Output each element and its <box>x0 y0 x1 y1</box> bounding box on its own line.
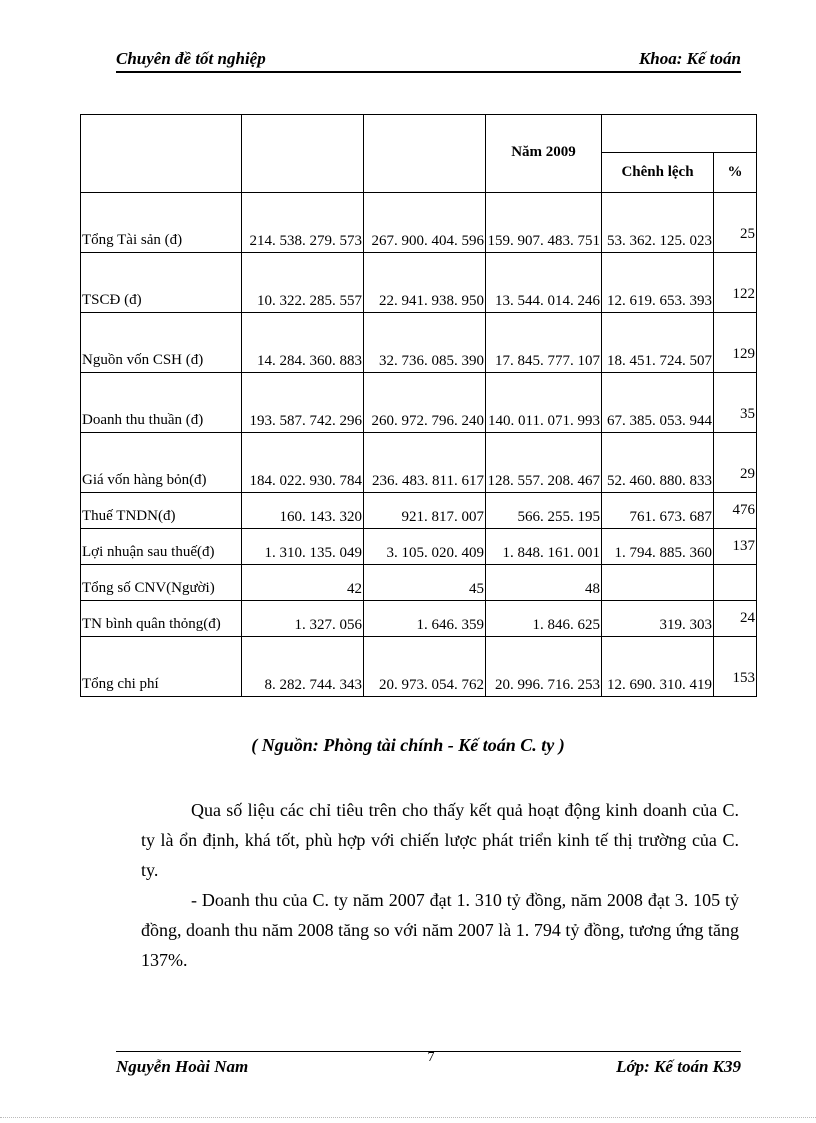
cell-c5: 25 <box>714 193 757 253</box>
cell-c3: 17. 845. 777. 107 <box>486 313 602 373</box>
paragraph: - Doanh thu của C. ty năm 2007 đạt 1. 310 tỷ đồng, năm 2008 đạt 3. 105 tỷ đồng, doanh thu năm 2008 tăng so với năm 2007 là 1. 794 tỷ đồng, tương ứng tăng 137%. <box>141 890 739 970</box>
cell-c5: 24 <box>714 601 757 637</box>
table-row <box>81 637 757 697</box>
cell-c1: 8. 282. 744. 343 <box>242 637 364 697</box>
cell-c4: 53. 362. 125. 023 <box>602 193 714 253</box>
cell-c2: 22. 941. 938. 950 <box>364 253 486 313</box>
cell-c3: 128. 557. 208. 467 <box>486 433 602 493</box>
cell-c2: 267. 900. 404. 596 <box>364 193 486 253</box>
row-label: Thuế TNDN(đ) <box>81 493 242 529</box>
row-label: Doanh thu thuần (đ) <box>81 373 242 433</box>
table-header-row <box>81 115 757 153</box>
table-row <box>81 565 757 601</box>
cell-c4 <box>602 565 714 601</box>
footer-author: Nguyễn Hoài Nam <box>116 1057 249 1076</box>
cell-c2: 3. 105. 020. 409 <box>364 529 486 565</box>
footer-class: Lớp: Kế toán K39 <box>616 1057 741 1076</box>
cell-c3: 13. 544. 014. 246 <box>486 253 602 313</box>
row-label: Tổng chi phí <box>81 637 242 697</box>
cell-c3: 48 <box>486 565 602 601</box>
cell-c3: 1. 846. 625 <box>486 601 602 637</box>
table-row <box>81 529 757 565</box>
cell-c2: 45 <box>364 565 486 601</box>
cell-c1: 193. 587. 742. 296 <box>242 373 364 433</box>
cell-c1: 184. 022. 930. 784 <box>242 433 364 493</box>
table-row <box>81 373 757 433</box>
cell-c1: 1. 327. 056 <box>242 601 364 637</box>
cell-c5: 129 <box>714 313 757 373</box>
row-label: Tổng số CNV(Người) <box>81 565 242 601</box>
cell-c3: 20. 996. 716. 253 <box>486 637 602 697</box>
cell-c2: 1. 646. 359 <box>364 601 486 637</box>
cell-c4: 319. 303 <box>602 601 714 637</box>
cell-c1: 14. 284. 360. 883 <box>242 313 364 373</box>
cell-c5: 476 <box>714 493 757 529</box>
cell-c1: 160. 143. 320 <box>242 493 364 529</box>
cell-c3: 140. 011. 071. 993 <box>486 373 602 433</box>
table-row <box>81 493 757 529</box>
cell-c1: 214. 538. 279. 573 <box>242 193 364 253</box>
table-row <box>81 601 757 637</box>
cell-c5: 137 <box>714 529 757 565</box>
table-row <box>81 193 757 253</box>
cell-c3: 566. 255. 195 <box>486 493 602 529</box>
cell-c2: 260. 972. 796. 240 <box>364 373 486 433</box>
cell-c4: 12. 619. 653. 393 <box>602 253 714 313</box>
financial-table <box>80 114 757 697</box>
header-cell-blank <box>364 115 486 193</box>
header-department: Khoa: Kế toán <box>638 49 741 68</box>
header-cell-blank <box>81 115 242 193</box>
header-cell-blank <box>242 115 364 193</box>
cell-c2: 921. 817. 007 <box>364 493 486 529</box>
row-label: Tổng Tài sản (đ) <box>81 193 242 253</box>
row-label: TN bình quân thỏng(đ) <box>81 601 242 637</box>
page-number: 7 <box>427 1050 435 1065</box>
row-label: Lợi nhuận sau thuế(đ) <box>81 529 242 565</box>
cell-c5: 35 <box>714 373 757 433</box>
table-row <box>81 433 757 493</box>
row-label: TSCĐ (đ) <box>81 253 242 313</box>
paragraph: Qua số liệu các chỉ tiêu trên cho thấy kết quả hoạt động kinh doanh của C. ty là ổn định, khá tốt, phù hợp với chiến lược phát triển kinh tế thị trường của C. ty. <box>141 800 739 880</box>
cell-c4: 12. 690. 310. 419 <box>602 637 714 697</box>
table-row <box>81 253 757 313</box>
cell-c5: 153 <box>714 637 757 697</box>
cell-c1: 42 <box>242 565 364 601</box>
header-cell-blank <box>602 115 757 153</box>
row-label: Giá vốn hàng bỏn(đ) <box>81 433 242 493</box>
cell-c5: 29 <box>714 433 757 493</box>
header-title: Chuyên đề tốt nghiệp <box>116 49 266 68</box>
header-diff: Chênh lệch <box>602 153 714 193</box>
table-source-note: ( Nguồn: Phòng tài chính - Kế toán C. ty ) <box>251 735 565 755</box>
page-header <box>116 49 741 73</box>
cell-c4: 18. 451. 724. 507 <box>602 313 714 373</box>
header-year-2009: Năm 2009 <box>486 115 602 193</box>
cell-c4: 761. 673. 687 <box>602 493 714 529</box>
cell-c2: 32. 736. 085. 390 <box>364 313 486 373</box>
bottom-dotted-rule <box>0 1117 816 1118</box>
table-row <box>81 313 757 373</box>
cell-c2: 236. 483. 811. 617 <box>364 433 486 493</box>
row-label: Nguồn vốn CSH (đ) <box>81 313 242 373</box>
header-pct: % <box>714 153 757 193</box>
body-text <box>141 795 739 975</box>
cell-c1: 1. 310. 135. 049 <box>242 529 364 565</box>
cell-c1: 10. 322. 285. 557 <box>242 253 364 313</box>
cell-c4: 67. 385. 053. 944 <box>602 373 714 433</box>
cell-c5: 122 <box>714 253 757 313</box>
page-footer <box>116 1051 741 1078</box>
cell-c5 <box>714 565 757 601</box>
cell-c2: 20. 973. 054. 762 <box>364 637 486 697</box>
cell-c3: 1. 848. 161. 001 <box>486 529 602 565</box>
cell-c4: 52. 460. 880. 833 <box>602 433 714 493</box>
cell-c3: 159. 907. 483. 751 <box>486 193 602 253</box>
cell-c4: 1. 794. 885. 360 <box>602 529 714 565</box>
